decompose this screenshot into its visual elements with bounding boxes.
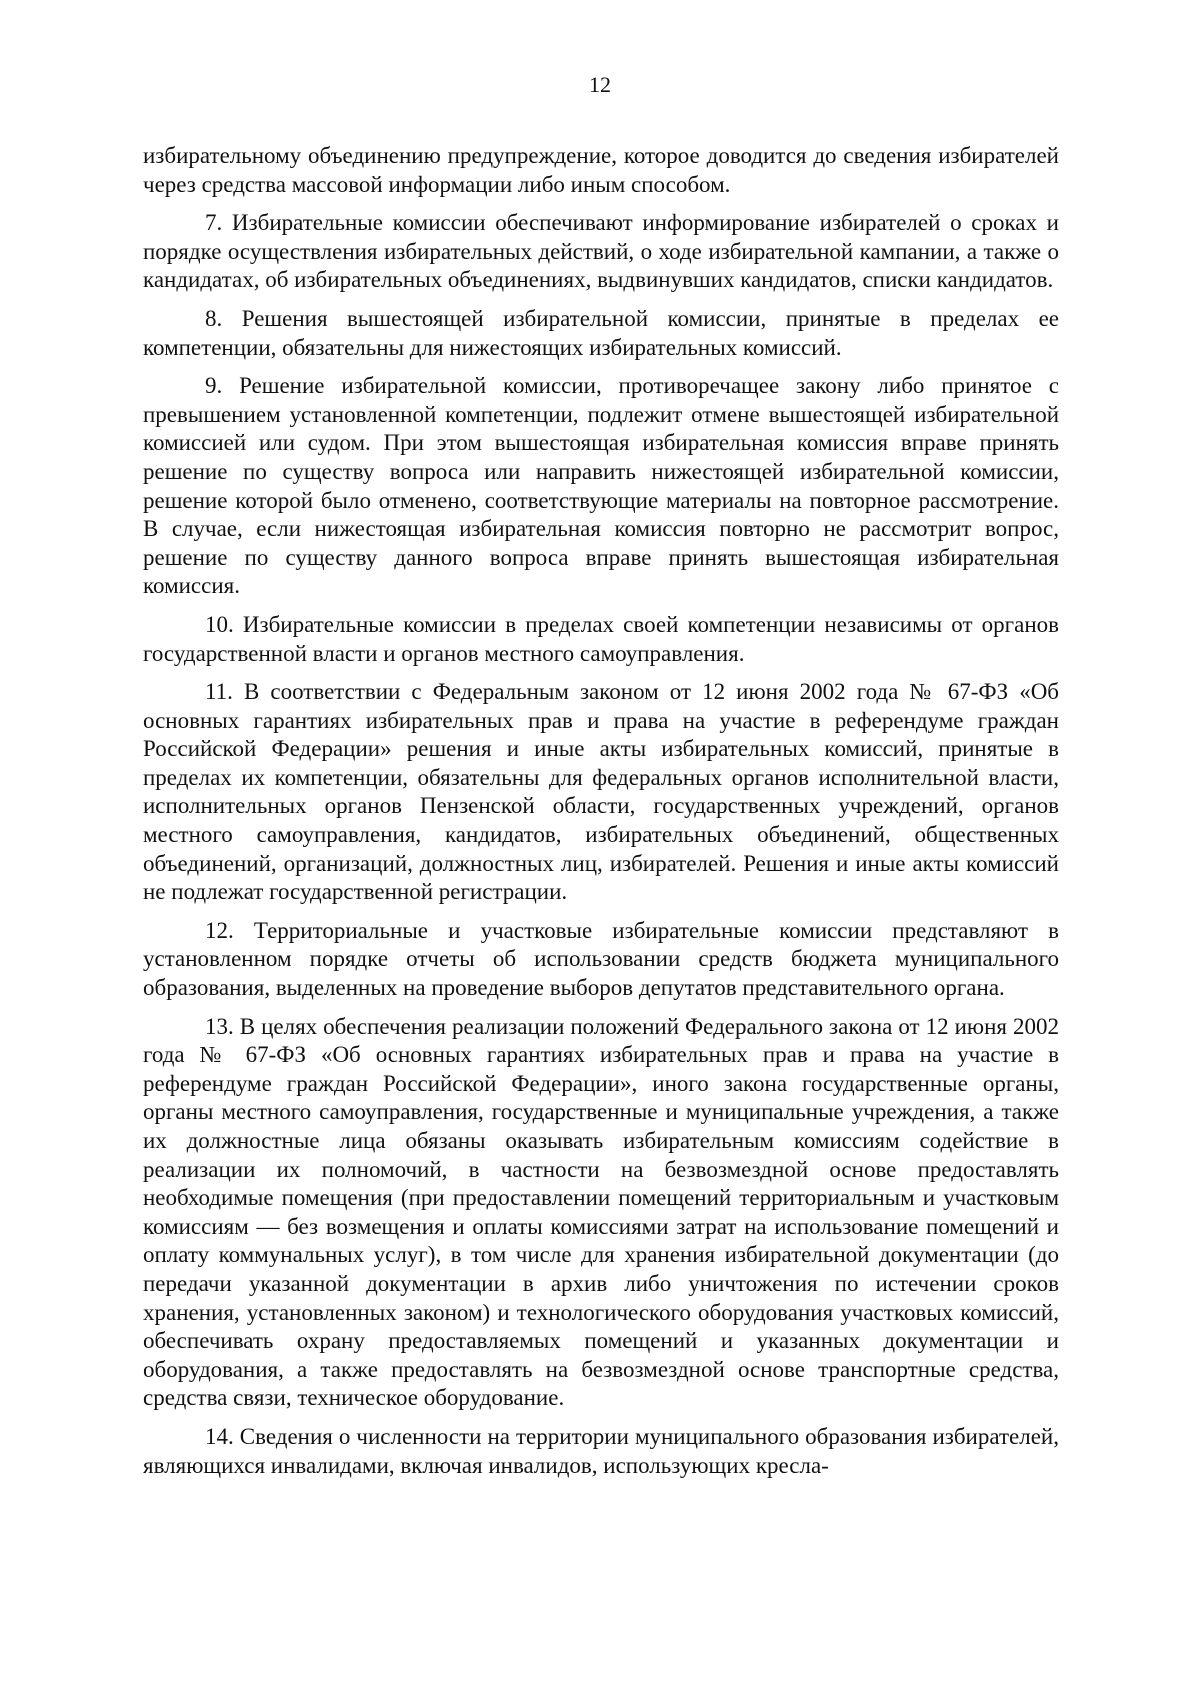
- page-number: 12: [589, 72, 611, 97]
- paragraph-11: 11. В соответствии с Федеральным законом от 12 июня 2002 года № 67-ФЗ «Об основных гарантиях избирательных прав и права на участие в референдуме граждан Российской Федерации» решения и иные акты избирательных комиссий, принятые в пределах их компетенции, обязательны для федеральных органов исполнительной власти, исполнительных органов Пензенской области, государственных учреждений, органов местного самоуправления, кандидатов, избирательных объединений, общественных объединений, организаций, должностных лиц, избирателей. Решения и иные акты комиссий не подлежат государственной регистрации.: [143, 679, 1059, 905]
- paragraph-8: 8. Решения вышестоящей избирательной комиссии, принятые в пределах ее компетенции, обязательны для нижестоящих избирательных комиссий.: [143, 305, 1059, 360]
- paragraph-continuation: избирательному объединению предупреждение, которое доводится до сведения избирателей через средства массовой информации либо иным способом.: [143, 143, 1059, 197]
- paragraph-13: 13. В целях обеспечения реализации положений Федерального закона от 12 июня 2002 года № 67-ФЗ «Об основных гарантиях избирательных прав и права на участие в референдуме граждан Российской Федерации», иного закона государственные органы, органы местного самоуправления, государственные и муниципальные учреждения, а также их должностные лица обязаны оказывать избирательным комиссиям содействие в реализации их полномочий, в частности на безвозмездной основе предоставлять необходимые помещения (при предоставлении помещений территориальным и участковым комиссиям — без возмещения и оплаты комиссиями затрат на использование помещений и оплату коммунальных услуг), в том числе для хранения избирательной документации (до передачи указанной документации в архив либо уничтожения по истечении сроков хранения, установленных законом) и технологического оборудования участковых комиссий, обеспечивать охрану предоставляемых помещений и указанных документации и оборудования, а также предоставлять на безвозмездной основе транспортные средства, средства связи, техническое оборудование.: [143, 1013, 1059, 1411]
- paragraph-10: 10. Избирательные комиссии в пределах своей компетенции независимы от органов государственной власти и органов местного самоуправления.: [143, 611, 1059, 666]
- paragraph-9: 9. Решение избирательной комиссии, противоречащее закону либо принятое с превышением установленной компетенции, подлежит отмене вышестоящей избирательной комиссией или судом. При этом вышестоящая избирательная комиссия вправе принять решение по существу вопроса или направить нижестоящей избирательной комиссии, решение которой было отменено, соответствующие материалы на повторное рассмотрение. В случае, если нижестоящая избирательная комиссия повторно не рассмотрит вопрос, решение по существу данного вопроса вправе принять вышестоящая избирательная комиссия.: [143, 373, 1059, 599]
- paragraph-7: 7. Избирательные комиссии обеспечивают информирование избирателей о сроках и порядке осуществления избирательных действий, о ходе избирательной кампании, а также о кандидатах, об избирательных объединениях, выдвинувших кандидатов, списки кандидатов.: [143, 210, 1059, 293]
- document-body: [143, 142, 1059, 1490]
- paragraph-14: 14. Сведения о численности на территории муниципального образования избирателей, являющихся инвалидами, включая инвалидов, использующих кресла-: [143, 1423, 1059, 1478]
- paragraph-12: 12. Территориальные и участковые избирательные комиссии представляют в установленном порядке отчеты об использовании средств бюджета муниципального образования, выделенных на проведение выборов депутатов представительного органа.: [143, 917, 1059, 1001]
